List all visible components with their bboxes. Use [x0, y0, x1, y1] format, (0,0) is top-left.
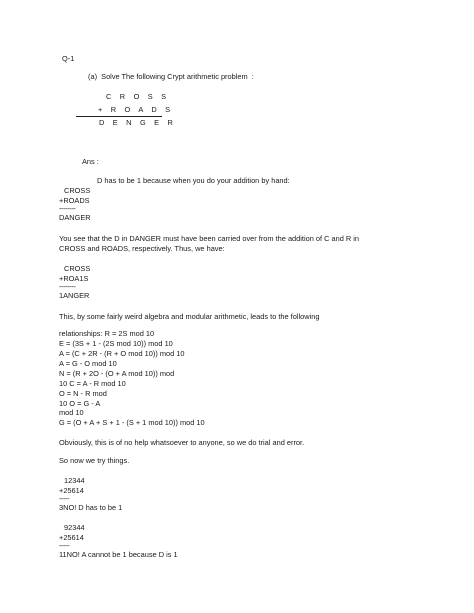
puzzle-row-1: C R O S S	[106, 92, 170, 101]
paragraph-2: This, by some fairly weird algebra and modular arithmetic, leads to the following	[59, 312, 320, 321]
trial1-row-2: +25614	[59, 486, 84, 495]
question-number: Q-1	[62, 54, 75, 63]
trial2-row-2: +25614	[59, 533, 84, 542]
puzzle-row-2: + R O A D S	[98, 105, 174, 114]
sum1-row-1: CROSS	[64, 186, 91, 195]
trial1-rule: -----	[59, 494, 70, 503]
sum1-result: DANGER	[59, 213, 91, 222]
question-part-a: (a) Solve The following Crypt arithmetic problem :	[88, 72, 254, 81]
sum1-rule: --------	[59, 204, 76, 213]
puzzle-result: D E N G E R	[99, 118, 177, 127]
sum2-result: 1ANGER	[59, 291, 90, 300]
relationship-line: A = (C + 2R - (R + O mod 10)) mod 10	[59, 349, 185, 358]
sum1-row-2: +ROADS	[59, 196, 90, 205]
relationship-line: 10 O = G - A	[59, 399, 101, 408]
answer-intro: D has to be 1 because when you do your addition by hand:	[97, 176, 290, 185]
trial1-row-1: 12344	[64, 476, 85, 485]
relationship-line: 10 C = A - R mod 10	[59, 379, 126, 388]
puzzle-sum-line	[76, 116, 162, 117]
trial2-result: 11NO! A cannot be 1 because D is 1	[59, 550, 178, 559]
relationship-line: mod 10	[59, 408, 84, 417]
trial2-row-1: 92344	[64, 523, 85, 532]
relationship-line: relationships: R = 2S mod 10	[59, 329, 155, 338]
trial1-result: 3NO! D has to be 1	[59, 503, 123, 512]
relationship-line: E = (3S + 1 - (2S mod 10)) mod 10	[59, 339, 173, 348]
sum2-row-2: +ROA1S	[59, 274, 89, 283]
answer-label: Ans :	[82, 157, 99, 166]
paragraph-4: So now we try things.	[59, 456, 130, 465]
relationship-line: G = (O + A + S + 1 - (S + 1 mod 10)) mod 10	[59, 418, 205, 427]
sum2-rule: --------	[59, 282, 76, 291]
relationship-line: O = N - R mod	[59, 389, 107, 398]
paragraph-3: Obviously, this is of no help whatsoever to anyone, so we do trial and error.	[59, 438, 305, 447]
relationship-line: A = G - O mod 10	[59, 359, 117, 368]
sum2-row-1: CROSS	[64, 264, 91, 273]
relationship-line: N = (R + 2O - (O + A mod 10)) mod	[59, 369, 175, 378]
trial2-rule: -----	[59, 541, 70, 550]
paragraph-1-line-2: CROSS and ROADS, respectively. Thus, we have:	[59, 244, 225, 253]
paragraph-1-line-1: You see that the D in DANGER must have been carried over from the addition of C and R in	[59, 234, 360, 243]
